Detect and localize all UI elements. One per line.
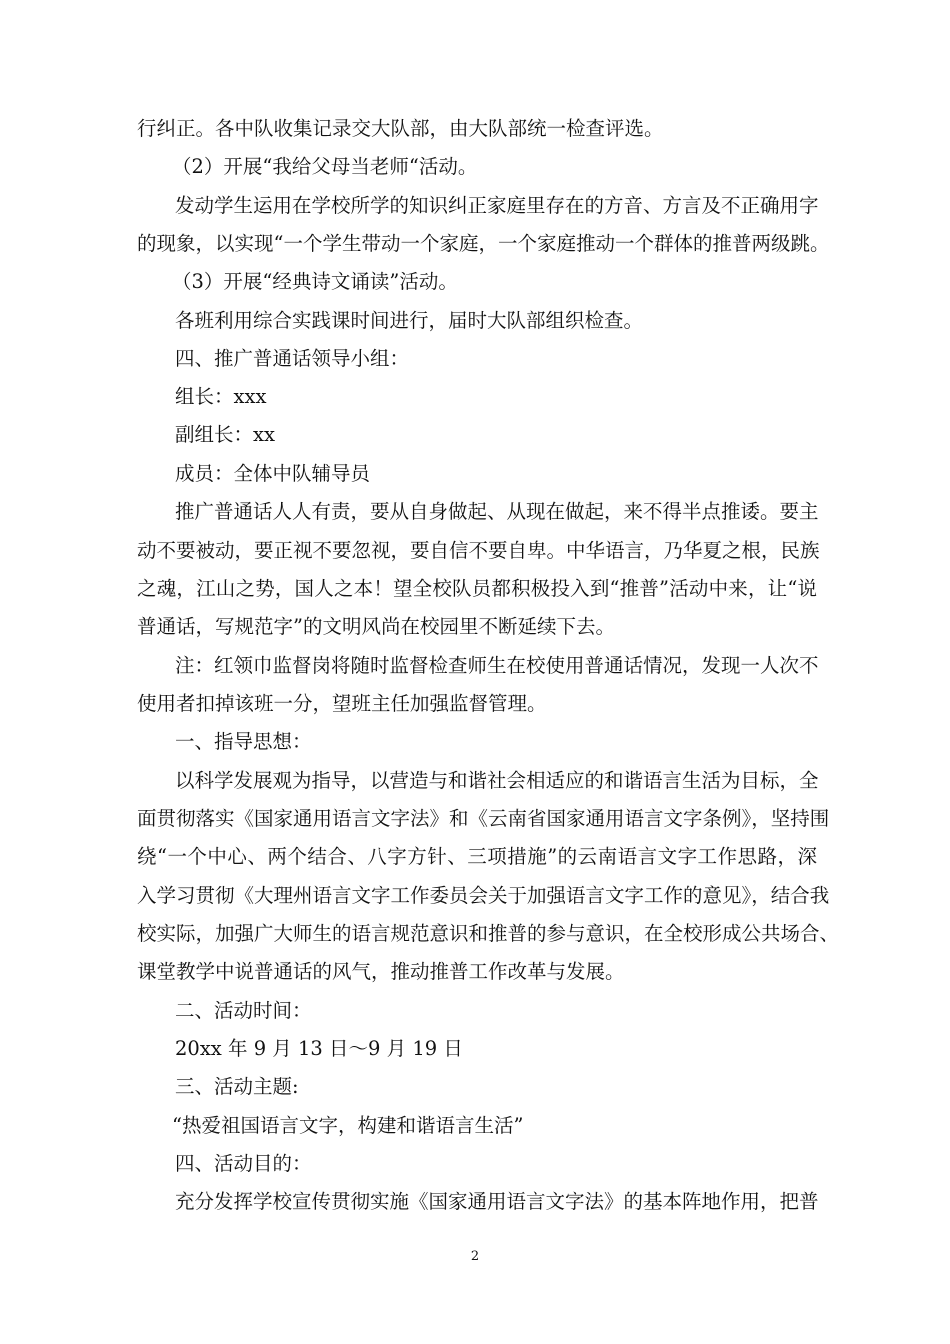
text-line: 绕“一个中心、两个结合、八字方针、三项措施”的云南语言文字工作思路，深 — [137, 845, 817, 868]
section-heading: 四、推广普通话领导小组： — [175, 347, 410, 370]
text-line: “热爱祖国语言文字，构建和谐语言生活” — [172, 1114, 524, 1137]
page-number: 2 — [470, 1249, 480, 1264]
text-line: （2）开展“我给父母当老师“活动。 — [172, 155, 478, 178]
text-line: 使用者扣掉该班一分，望班主任加强监督管理。 — [137, 692, 547, 715]
section-heading: 四、活动目的： — [175, 1152, 312, 1175]
section-heading: 二、活动时间： — [175, 999, 312, 1022]
text-line: （3）开展“经典诗文诵读”活动。 — [172, 270, 458, 293]
section-heading: 三、活动主题: — [175, 1075, 299, 1098]
text-line: 组长：xxx — [175, 385, 267, 408]
text-line: 成员：全体中队辅导员 — [175, 462, 371, 485]
text-line: 课堂教学中说普通话的风气，推动推普工作改革与发展。 — [137, 960, 625, 983]
text-line: 入学习贯彻《大理州语言文字工作委员会关于加强语言文字工作的意见》，结合我 — [137, 884, 830, 907]
text-line: 行纠正。各中队收集记录交大队部，由大队部统一检查评选。 — [137, 117, 664, 140]
section-heading: 一、指导思想： — [175, 730, 312, 753]
text-line: 普通话，写规范字”的文明风尚在校园里不断延续下去。 — [137, 615, 615, 638]
text-line: 副组长：xx — [175, 423, 275, 446]
text-line: 推广普通话人人有责，要从自身做起、从现在做起，来不得半点推诿。要主 — [175, 500, 819, 523]
text-line: 的现象，以实现“一个学生带动一个家庭，一个家庭推动一个群体的推普两级跳。 — [137, 232, 830, 255]
text-line: 各班利用综合实践课时间进行，届时大队部组织检查。 — [175, 309, 644, 332]
text-line: 20xx 年 9 月 13 日～9 月 19 日 — [175, 1037, 463, 1060]
text-line: 注：红领巾监督岗将随时监督检查师生在校使用普通话情况，发现一人次不 — [175, 654, 819, 677]
text-line: 之魂，江山之势，国人之本！望全校队员都积极投入到“推普”活动中来，让“说 — [137, 577, 817, 600]
text-line: 充分发挥学校宣传贯彻实施《国家通用语言文字法》的基本阵地作用，把普 — [175, 1190, 819, 1213]
text-line: 发动学生运用在学校所学的知识纠正家庭里存在的方音、方言及不正确用字 — [175, 194, 819, 217]
text-line: 动不要被动，要正视不要忽视，要自信不要自卑。中华语言，乃华夏之根，民族 — [137, 539, 820, 562]
text-line: 校实际，加强广大师生的语言规范意识和推普的参与意识，在全校形成公共场合、 — [137, 922, 840, 945]
text-line: 面贯彻落实《国家通用语言文字法》和《云南省国家通用语言文字条例》，坚持围 — [137, 807, 830, 830]
text-line: 以科学发展观为指导，以营造与和谐社会相适应的和谐语言生活为目标，全 — [175, 769, 819, 792]
